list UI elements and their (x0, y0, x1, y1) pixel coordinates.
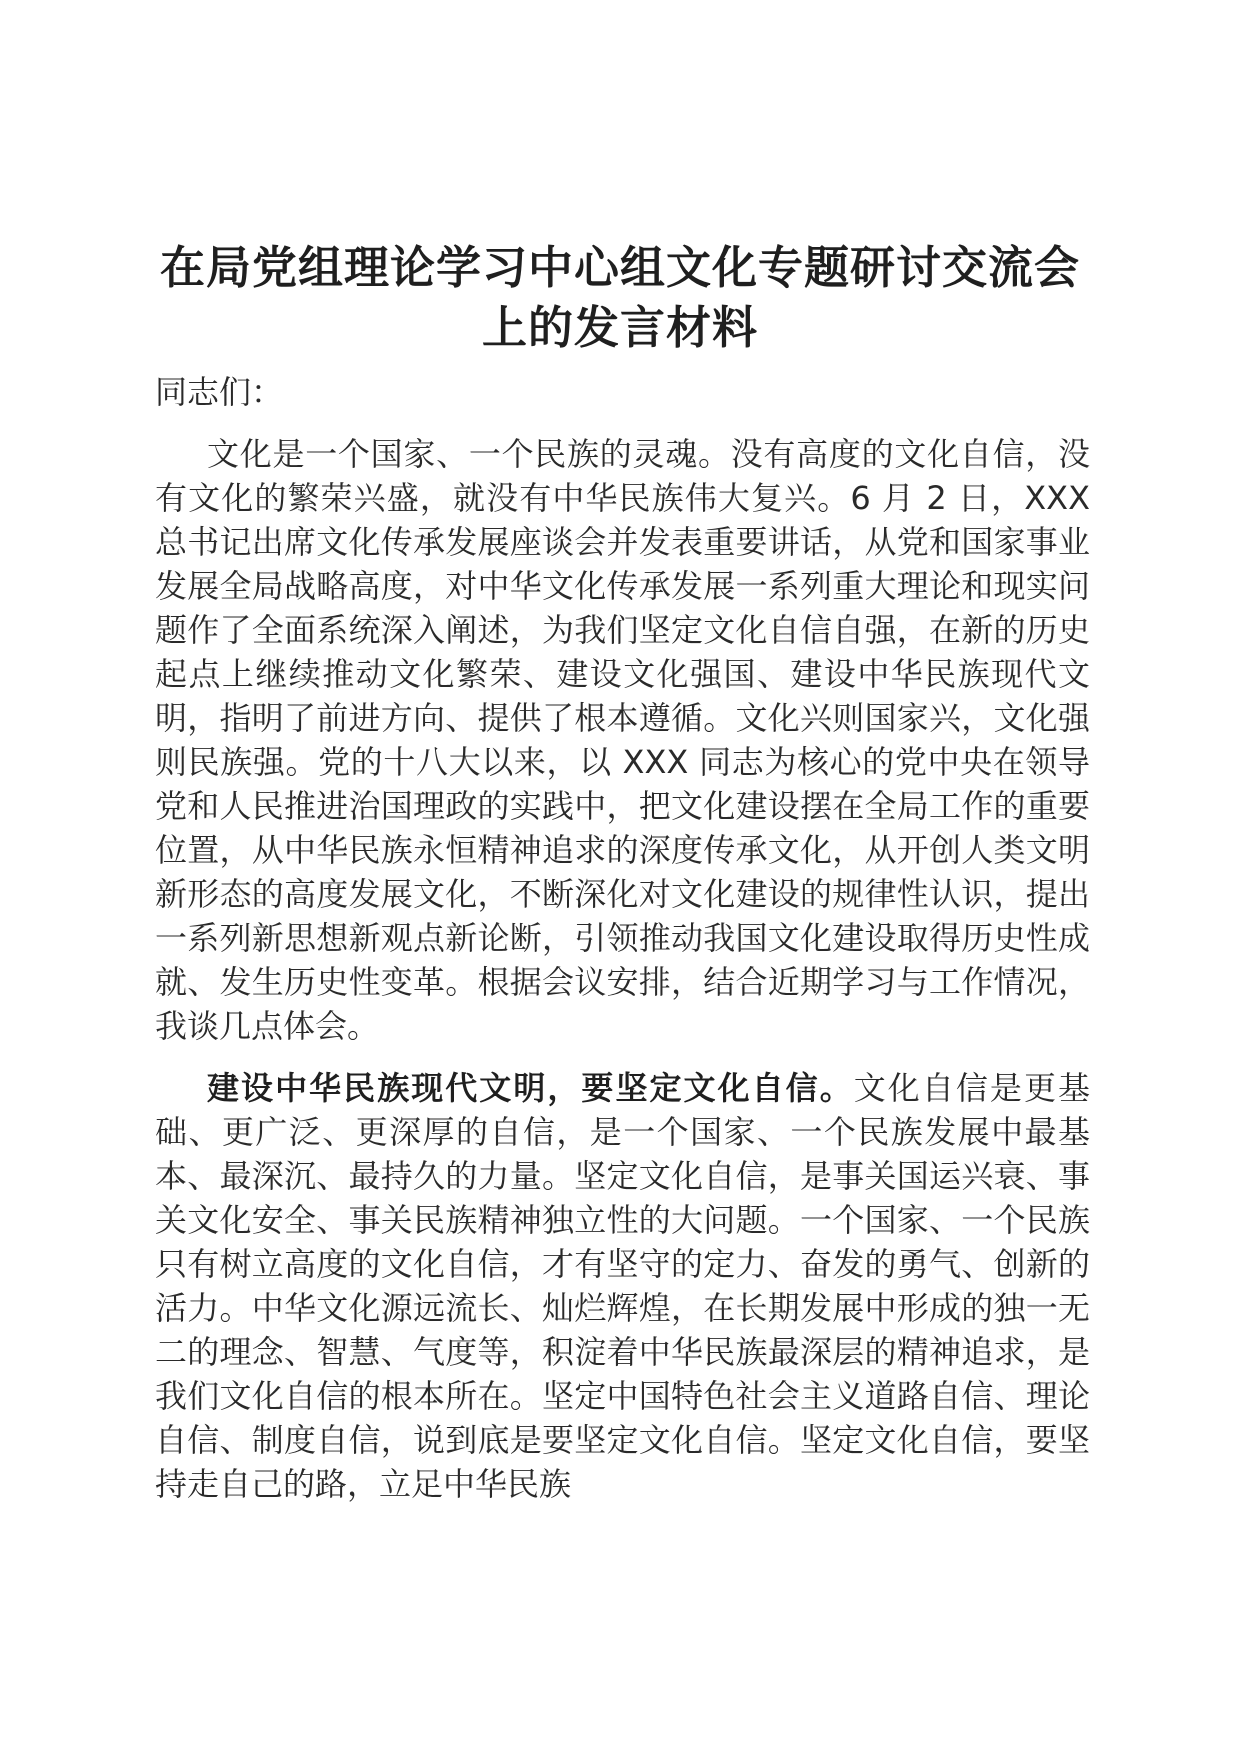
title-line-1: 在局党组理论学习中心组文化专题研讨交流会 (159, 241, 1080, 294)
title-line-2: 上的发言材料 (481, 301, 758, 354)
document-body (155, 370, 1090, 1524)
salutation: 同志们： (155, 373, 284, 411)
paragraph-2-lead: 建设中华民族现代文明，要坚定文化自信。 (207, 1069, 854, 1107)
document-title (120, 238, 1120, 358)
paragraph-2 (155, 1066, 1090, 1506)
paragraph-2-text: 文化自信是更基础、更广泛、更深厚的自信，是一个国家、一个民族发展中最基本、最深沉、最持久的力量。坚定文化自信，是事关国运兴衰、事关文化安全、事关民族精神独立性的大问题。一个国家、一个民族只有树立高度的文化自信，才有坚守的定力、奋发的勇气、创新的活力。中华文化源远流长、灿烂辉煌，在长期发展中形成的独一无二的理念、智慧、气度等，积淀着中华民族最深层的精神追求，是我们文化自信的根本所在。坚定中国特色社会主义道路自信、理论自信、制度自信，说到底是要坚定文化自信。坚定文化自信，要坚持走自己的路，立足中华民族 (155, 1069, 1090, 1503)
paragraph-1 (155, 432, 1090, 1048)
paragraph-1-text: 文化是一个国家、一个民族的灵魂。没有高度的文化自信，没有文化的繁荣兴盛，就没有中华民族伟大复兴。6 月 2 日，XXX 总书记出席文化传承发展座谈会并发表重要讲话，从党和国家事业发展全局战略高度，对中华文化传承发展一系列重大理论和现实问题作了全面系统深入阐述，为我们坚定文化自信自强，在新的历史起点上继续推动文化繁荣、建设文化强国、建设中华民族现代文明，指明了前进方向、提供了根本遵循。文化兴则国家兴，文化强则民族强。党的十八大以来，以 XXX 同志为核心的党中央在领导党和人民推进治国理政的实践中，把文化建设摆在全局工作的重要位置，从中华民族永恒精神追求的深度传承文化，从开创人类文明新形态的高度发展文化，不断深化对文化建设的规律性认识，提出一系列新思想新观点新论断，引领推动我国文化建设取得历史性成就、发生历史性变革。根据会议安排，结合近期学习与工作情况，我谈几点体会。 (155, 435, 1090, 1045)
